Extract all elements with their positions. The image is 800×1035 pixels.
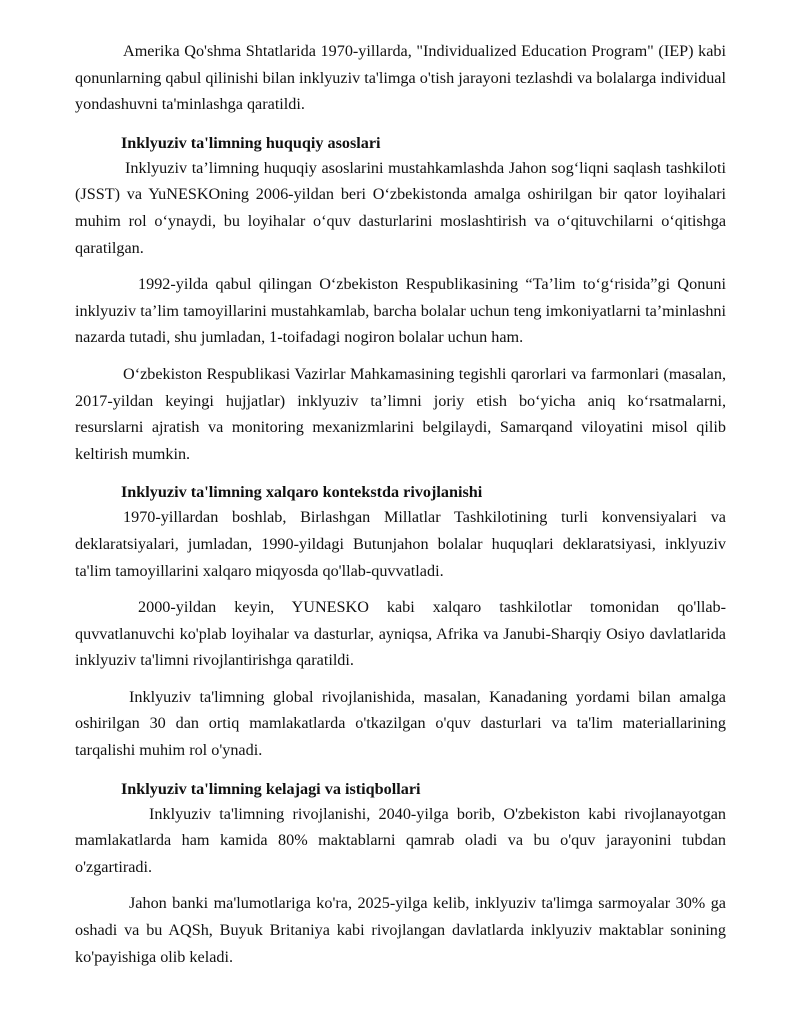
intro-paragraph: Amerika Qo'shma Shtatlarida 1970-yillarda, "Individualized Education Program" (IEP) kabi qonunlarning qabul qilinishi bilan inklyuziv ta'limga o'tish jarayoni tezlashdi va bolalarga individual yondashuvni ta'minlashga qaratildi. <box>75 42 726 114</box>
paragraph-international-1: 1970-yillardan boshlab, Birlashgan Millatlar Tashkilotining turli konvensiyalari va deklaratsiyalari, jumladan, 1990-yildagi Butunjahon bolalar huquqlari deklaratsiyasi, inklyuziv ta'lim tamoyillarini xalqaro miqyosda qo'llab-quvvatladi. <box>75 508 726 580</box>
section-heading-legal-basis: Inklyuziv ta'limning huquqiy asoslari <box>121 133 381 152</box>
document-page <box>75 38 726 970</box>
paragraph-international-2: 2000-yildan keyin, YUNESKO kabi xalqaro tashkilotlar tomonidan qo'llab-quvvatlanuvchi ko'plab loyihalar va dasturlar, ayniqsa, Afrika va Janubi-Sharqiy Osiyo davlatlarida inklyuziv ta'limni rivojlantirishga qaratildi. <box>75 598 726 670</box>
section-heading-future-prospects: Inklyuziv ta'limning kelajagi va istiqbollari <box>121 779 421 798</box>
paragraph-legal-basis-2: 1992-yilda qabul qilingan O‘zbekiston Respublikasining “Ta’lim to‘g‘risida”gi Qonuni inklyuziv ta’lim tamoyillarini mustahkamlab, barcha bolalar uchun teng imkoniyatlarni ta’minlashni nazarda tutadi, shu jumladan, 1-toifadagi nogiron bolalar uchun ham. <box>75 275 726 347</box>
paragraph-legal-basis-1: Inklyuziv ta’limning huquqiy asoslarini mustahkamlashda Jahon sog‘liqni saqlash tashkiloti (JSST) va YuNESKOning 2006-yildan beri O‘zbekistonda amalga oshirilgan bir qator loyihalari muhim rol o‘ynaydi, bu loyihalar o‘quv dasturlarini moslashtirish va o‘qituvchilarni o‘qitishga qaratilgan. <box>75 158 726 257</box>
paragraph-international-3: Inklyuziv ta'limning global rivojlanishida, masalan, Kanadaning yordami bilan amalga oshirilgan 30 dan ortiq mamlakatlarda o'tkazilgan o'quv dasturlari va ta'lim materiallarining tarqalishi muhim rol o'ynadi. <box>75 687 726 760</box>
section-heading-international-context: Inklyuziv ta'limning xalqaro kontekstda rivojlanishi <box>121 483 483 502</box>
paragraph-legal-basis-3: O‘zbekiston Respublikasi Vazirlar Mahkamasining tegishli qarorlari va farmonlari (masalan, 2017-yildan keyingi hujjatlar) inklyuziv ta’limni joriy etish bo‘yicha aniq ko‘rsatmalarni, resurslarni ajratish va monitoring mexanizmlarini belgilaydi, Samarqand viloyatini misol qilib keltirish mumkin. <box>75 364 726 463</box>
paragraph-future-2: Jahon banki ma'lumotlariga ko'ra, 2025-yilga kelib, inklyuziv ta'limga sarmoyalar 30% ga oshadi va bu AQSh, Buyuk Britaniya kabi rivojlangan davlatlarda inklyuziv maktablar sonining ko'payishiga olib keladi. <box>75 894 726 966</box>
paragraph-future-1: Inklyuziv ta'limning rivojlanishi, 2040-yilga borib, O'zbekiston kabi rivojlanayotgan mamlakatlarda ham kamida 80% maktablarni qamrab oladi va bu o'quv jarayonini tubdan o'zgartiradi. <box>75 804 726 876</box>
